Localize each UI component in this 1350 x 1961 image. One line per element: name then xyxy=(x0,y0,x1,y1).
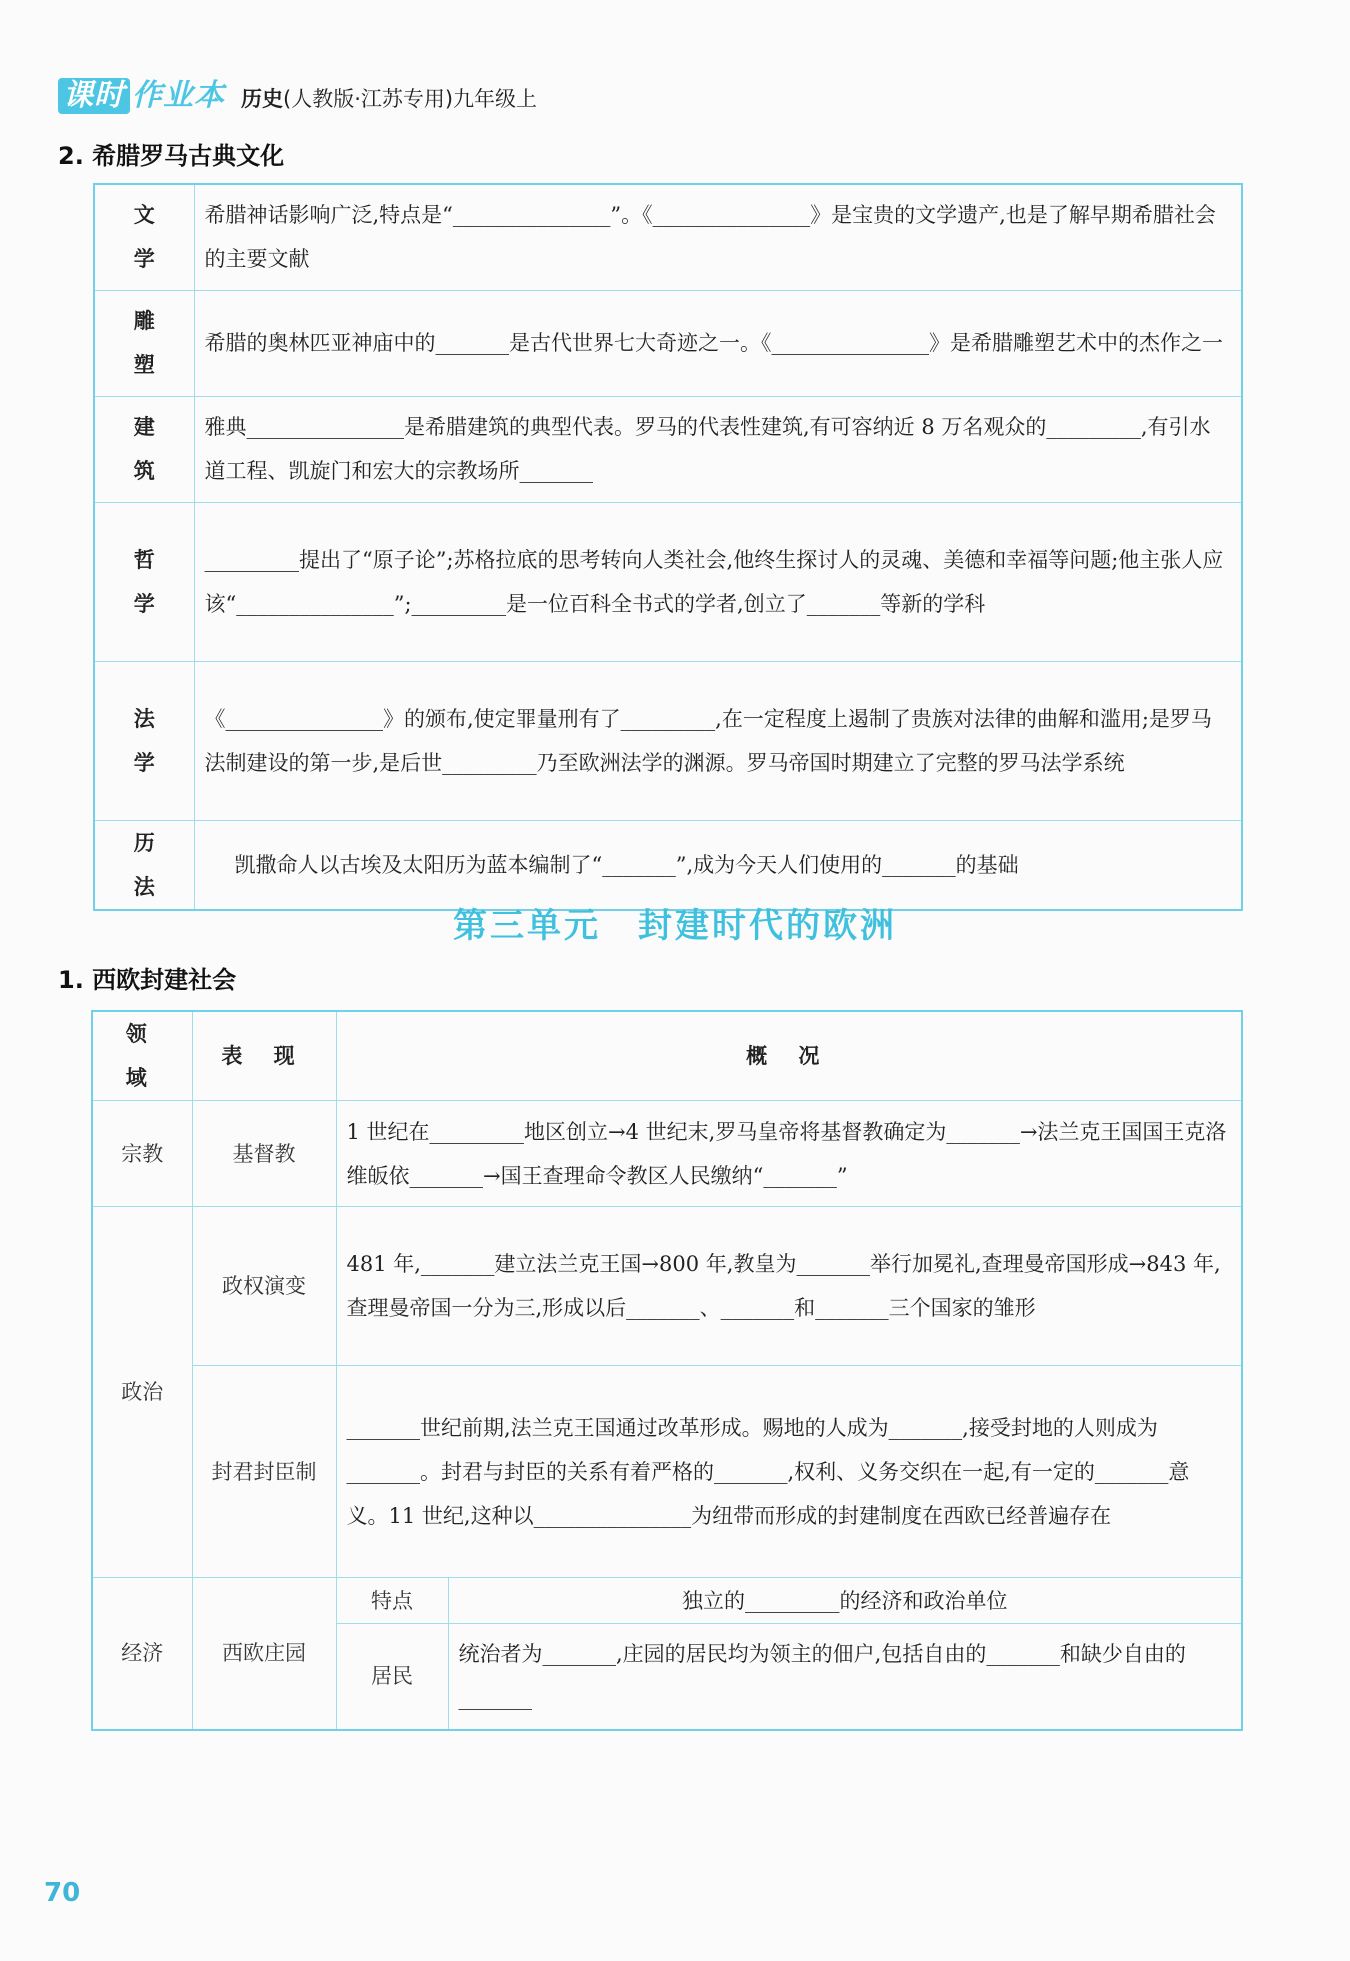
book-title xyxy=(241,84,537,114)
row-text: 雅典_______________是希腊建筑的典型代表。罗马的代表性建筑,有可容纳近 8 万名观众的_________,有引水道工程、凯旋门和宏大的宗教场所_______ xyxy=(194,396,1242,502)
table-row xyxy=(92,1207,1242,1366)
aspect-regime: 政权演变 xyxy=(192,1207,336,1366)
header-field: 领 域 xyxy=(92,1011,192,1101)
unit-title: 第三单元 封建时代的欧洲 xyxy=(453,906,897,946)
table-row xyxy=(94,502,1242,661)
sub-label: 特点 xyxy=(336,1578,448,1624)
table-row xyxy=(94,396,1242,502)
row-text: 《_______________》的颁布,使定罪量刑有了_________,在一定程度上遏制了贵族对法律的曲解和滥用;是罗马法制建设的第一步,是后世_________乃至欧洲法学的渊源。罗马帝国时期建立了完整的罗马法学系统 xyxy=(194,661,1242,820)
overview-text: 独立的_________的经济和政治单位 xyxy=(448,1578,1242,1624)
row-label: 文 学 xyxy=(94,184,194,290)
row-label: 历 法 xyxy=(94,820,194,910)
section-title-feudal-society: 1. 西欧封建社会 xyxy=(58,966,237,994)
row-label: 法 学 xyxy=(94,661,194,820)
section-title-greek-roman: 2. 希腊罗马古典文化 xyxy=(58,142,285,170)
aspect-manor: 西欧庄园 xyxy=(192,1578,336,1730)
overview-text: 481 年,_______建立法兰克王国→800 年,教皇为_______举行加冕礼,查理曼帝国形成→843 年,查理曼帝国一分为三,形成以后_______、_______和_______三个国家的雏形 xyxy=(336,1207,1242,1366)
header-overview: 概 况 xyxy=(336,1011,1242,1101)
field-religion: 宗教 xyxy=(92,1101,192,1207)
table-row xyxy=(92,1366,1242,1578)
feudal-society-table xyxy=(91,1010,1243,1731)
table-row xyxy=(94,820,1242,910)
greek-roman-culture-table xyxy=(93,183,1243,911)
row-label: 建 筑 xyxy=(94,396,194,502)
page-number: 70 xyxy=(44,1878,81,1908)
brand-logo xyxy=(58,78,225,114)
table-row xyxy=(94,661,1242,820)
header-aspect: 表 现 xyxy=(192,1011,336,1101)
row-text: 希腊神话影响广泛,特点是“_______________”。《_______________》是宝贵的文学遗产,也是了解早期希腊社会的主要文献 xyxy=(194,184,1242,290)
row-text: 希腊的奥林匹亚神庙中的_______是古代世界七大奇迹之一。《_______________》是希腊雕塑艺术中的杰作之一 xyxy=(194,290,1242,396)
overview-text: 统治者为_______,庄园的居民均为领主的佃户,包括自由的_______和缺少自由的_______ xyxy=(448,1624,1242,1730)
aspect-christianity: 基督教 xyxy=(192,1101,336,1207)
row-text: _________提出了“原子论”;苏格拉底的思考转向人类社会,他终生探讨人的灵魂、美德和幸福等问题;他主张人应该“_______________”;_________是一位百科全书式的学者,创立了_______等新的学科 xyxy=(194,502,1242,661)
table-row xyxy=(92,1101,1242,1207)
row-label: 雕 塑 xyxy=(94,290,194,396)
aspect-vassalage: 封君封臣制 xyxy=(192,1366,336,1578)
table-row xyxy=(94,184,1242,290)
brand-box: 课时 xyxy=(58,78,130,114)
table-row xyxy=(92,1578,1242,1624)
row-text: 凯撒命人以古埃及太阳历为蓝本编制了“_______”,成为今天人们使用的_______的基础 xyxy=(194,820,1242,910)
brand-name: 作业本 xyxy=(132,78,225,113)
sub-label: 居民 xyxy=(336,1624,448,1730)
page-header xyxy=(58,78,537,114)
subject: 历史 xyxy=(241,87,283,111)
overview-text: _______世纪前期,法兰克王国通过改革形成。赐地的人成为_______,接受封地的人则成为_______。封君与封臣的关系有着严格的_______,权利、义务交织在一起,有一定的_______意义。11 世纪,这种以_______________为纽带而形成的封建制度在西欧已经普遍存在 xyxy=(336,1366,1242,1578)
row-label: 哲 学 xyxy=(94,502,194,661)
header-row xyxy=(92,1011,1242,1101)
table-row xyxy=(94,290,1242,396)
edition: (人教版·江苏专用)九年级上 xyxy=(283,87,538,111)
overview-text: 1 世纪在_________地区创立→4 世纪末,罗马皇帝将基督教确定为_______→法兰克王国国王克洛维皈依_______→国王查理命令教区人民缴纳“_______” xyxy=(336,1101,1242,1207)
field-politics: 政治 xyxy=(92,1207,192,1578)
field-economy: 经济 xyxy=(92,1578,192,1730)
